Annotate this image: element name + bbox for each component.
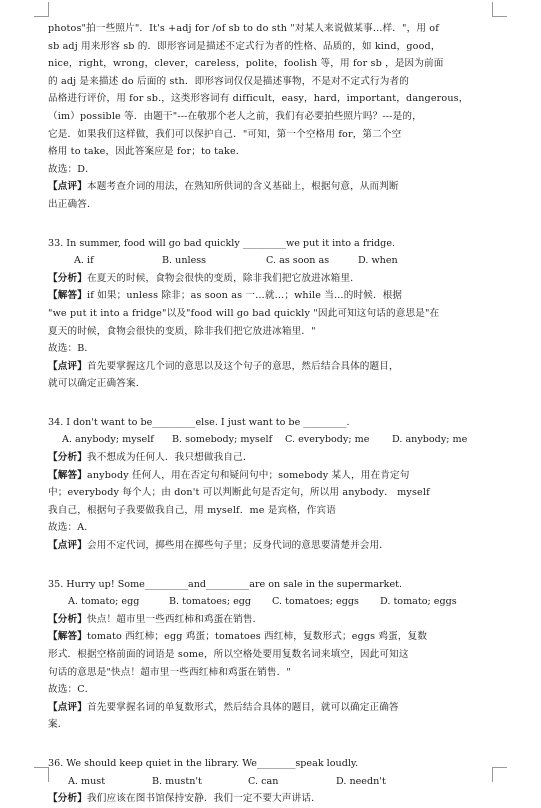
explanation-line — [48, 340, 495, 358]
section-tag: 【点评】 — [48, 360, 87, 372]
answer-option: B. somebody; myself — [172, 434, 273, 446]
explanation-line — [48, 467, 495, 485]
explanation-line: photos"拍一些照片"．It's +adj for /of sb to do sth "对某人来说做某事…样．"，用 of — [48, 23, 439, 34]
answer-option: C. can — [248, 775, 279, 787]
explanation-text: 就可以确定正确答案． — [48, 378, 146, 390]
explanation-text: 首先要掌握这几个词的意思以及这个句子的意思，然后结合具体的题目， — [86, 360, 399, 372]
explanation-line — [48, 790, 495, 808]
explanation-text: 故选：A． — [48, 522, 95, 534]
section-tag: 【分析】 — [48, 793, 87, 805]
explanation-line: 品格进行评价，用 for sb.，这类形容词有 difficult，easy，hard，important，dangerous， — [48, 93, 469, 105]
explanation-text: 会用不定代词，掷些用在掷些句子里；反身代词的意思要清楚并会用． — [86, 540, 390, 552]
crop-mark-top-left — [34, 2, 49, 17]
explanation-text: 快点！超市里一些西红柿和鸡蛋在销售． — [86, 613, 263, 625]
explanation-line — [48, 664, 495, 682]
section-tag: 【分析】 — [48, 613, 87, 625]
previous-question-explanation — [48, 20, 495, 214]
explanation-line — [48, 287, 495, 305]
comment-line — [48, 196, 495, 214]
option-row — [48, 252, 495, 270]
answer-option: B. tomatoes; egg — [169, 596, 252, 608]
section-tag: 【解答】 — [48, 631, 87, 643]
question-block — [48, 414, 495, 555]
explanation-line: sb adj 用来形容 sb 的．即形容词是描述不定式行为者的性格、品质的，如 kind，good， — [48, 40, 441, 52]
explanation-line — [48, 305, 495, 323]
section-gap — [48, 393, 495, 414]
explanation-line: 格用 to take，因此答案应是 for；to take． — [48, 146, 246, 158]
option-row — [48, 773, 495, 791]
explanation-line — [48, 681, 495, 699]
answer-option: B. mustn't — [152, 775, 202, 787]
question-stem: 34. I don't want to be_________else. I just want to be _________. — [48, 416, 350, 428]
explanation-text: tomato 西红柿；egg 鸡蛋；tomatoes 西红柿，复数形式；eggs 鸡蛋，复数 — [86, 631, 428, 643]
explanation-text: if 如果；unless 除非；as soon as 一…就…；while 当…的时候．根据 — [86, 290, 403, 302]
answer-option: D. tomato; eggs — [380, 596, 457, 608]
explanation-text: 故选：C． — [48, 684, 95, 696]
explanation-line — [48, 375, 495, 393]
explanation-text: 首先要掌握名词的单复数形式，然后结合具体的题目，就可以确定正确答 — [86, 701, 399, 713]
explanation-text: 我们应该在图书馆保持安静．我们一定不要大声讲话． — [86, 793, 321, 805]
question-block — [48, 755, 495, 808]
explanation-text: 我自己，根据句子我要做我自己，用 myself．me 是宾格，作宾语 — [48, 504, 336, 516]
question-block — [48, 235, 495, 393]
section-tag: 【点评】 — [48, 540, 87, 552]
explanation-text: 我不想成为任何人．我只想做我自己． — [86, 452, 253, 464]
section-tag: 【分析】 — [48, 452, 87, 464]
section-gap — [48, 734, 495, 755]
explanation-line: （im）possible 等．由题干"---在敬那个老人之前，我们有必要拍些照片吗？---是的， — [48, 110, 422, 122]
answer-option: D. anybody; me — [392, 434, 468, 446]
explanation-text: "we put it into a fridge"以及"food will go bad quickly "因此可知这句话的意思是"在 — [48, 307, 440, 319]
explanation-line — [48, 270, 495, 288]
question-block — [48, 576, 495, 734]
section-tag: 【解答】 — [48, 469, 87, 481]
answer-option: C. tomatoes; eggs — [272, 596, 359, 608]
explanation-line — [48, 502, 495, 520]
section-gap — [48, 214, 495, 235]
comment-text: 本题考查介词的用法，在熟知所供词的含义基础上，根据句意，从而判断 — [86, 181, 399, 193]
comment-text: 出正确答． — [48, 198, 97, 210]
explanation-line — [48, 484, 495, 502]
section-gap — [48, 555, 495, 576]
explanation-line — [48, 537, 495, 555]
explanation-line — [48, 716, 495, 734]
answer-option: A. if — [74, 255, 94, 267]
answer-option: C. as soon as — [266, 255, 330, 267]
comment-tag: 【点评】 — [48, 181, 87, 193]
crop-mark-top-right — [492, 2, 507, 17]
section-tag: 【解答】 — [48, 290, 87, 302]
question-stem: 35. Hurry up! Some_________and_________are on sale in the supermarket. — [48, 578, 403, 590]
document-page — [48, 20, 495, 808]
question-stem: 36. We should keep quiet in the library. We________speak loudly. — [48, 757, 359, 769]
option-row — [48, 431, 495, 449]
explanation-text: 在夏天的时候，食物会很快的变质，除非我们把它放进冰箱里． — [86, 272, 360, 284]
crop-mark-bottom-left — [34, 767, 49, 782]
explanation-line — [48, 358, 495, 376]
answer-option: D. when — [358, 255, 398, 267]
explanation-line — [48, 519, 495, 537]
answer-option: A. anybody; myself — [62, 434, 154, 446]
explanation-line: nice，right，wrong，clever，careless，polite，foolish 等，用 for sb ，是因为前面 — [48, 58, 444, 70]
explanation-text: 案． — [48, 719, 68, 731]
explanation-line: 的 adj 是来描述 do 后面的 sth．即形容词仅仅是描述事物，不是对不定式行为者的 — [48, 75, 409, 87]
explanation-text: 故选：B． — [48, 343, 95, 355]
explanation-line — [48, 699, 495, 717]
explanation-text: 夏天的时候，食物会很快的变质，除非我们把它放进冰箱里．" — [48, 325, 316, 337]
question-list — [48, 214, 495, 808]
explanation-line — [48, 323, 495, 341]
section-tag: 【点评】 — [48, 701, 87, 713]
answer-option: A. must — [68, 775, 106, 787]
option-row — [48, 593, 495, 611]
explanation-line: 它是．如果我们这样做，我们可以保护自己．"可知，第一个空格用 for，第二个空 — [48, 128, 402, 140]
explanation-line — [48, 611, 495, 629]
explanation-text: anybody 任何人，用在否定句和疑问句中；somebody 某人，用在肯定句 — [86, 469, 410, 481]
question-stem: 33. In summer, food will go bad quickly _________we put it into a fridge. — [48, 237, 396, 249]
explanation-line — [48, 646, 495, 664]
explanation-text: 形式．根据空格前面的词语是 some，所以空格处要用复数名词来填空，因此可知这 — [48, 649, 409, 660]
explanation-line — [48, 449, 495, 467]
answer-option: A. tomato; egg — [68, 596, 140, 608]
explanation-text: 句话的意思是"快点！超市里一些西红柿和鸡蛋在销售．" — [48, 666, 291, 678]
explanation-text: 中；everybody 每个人；由 don't 可以判断此句是否定句，所以用 anybody． myself — [48, 487, 430, 499]
section-tag: 【分析】 — [48, 272, 87, 284]
explanation-line: 故选：D． — [48, 163, 95, 175]
explanation-line — [48, 628, 495, 646]
answer-option: C. everybody; me — [285, 434, 370, 446]
answer-option: B. unless — [162, 255, 207, 267]
comment-line — [48, 178, 495, 196]
answer-option: D. needn't — [336, 775, 386, 787]
